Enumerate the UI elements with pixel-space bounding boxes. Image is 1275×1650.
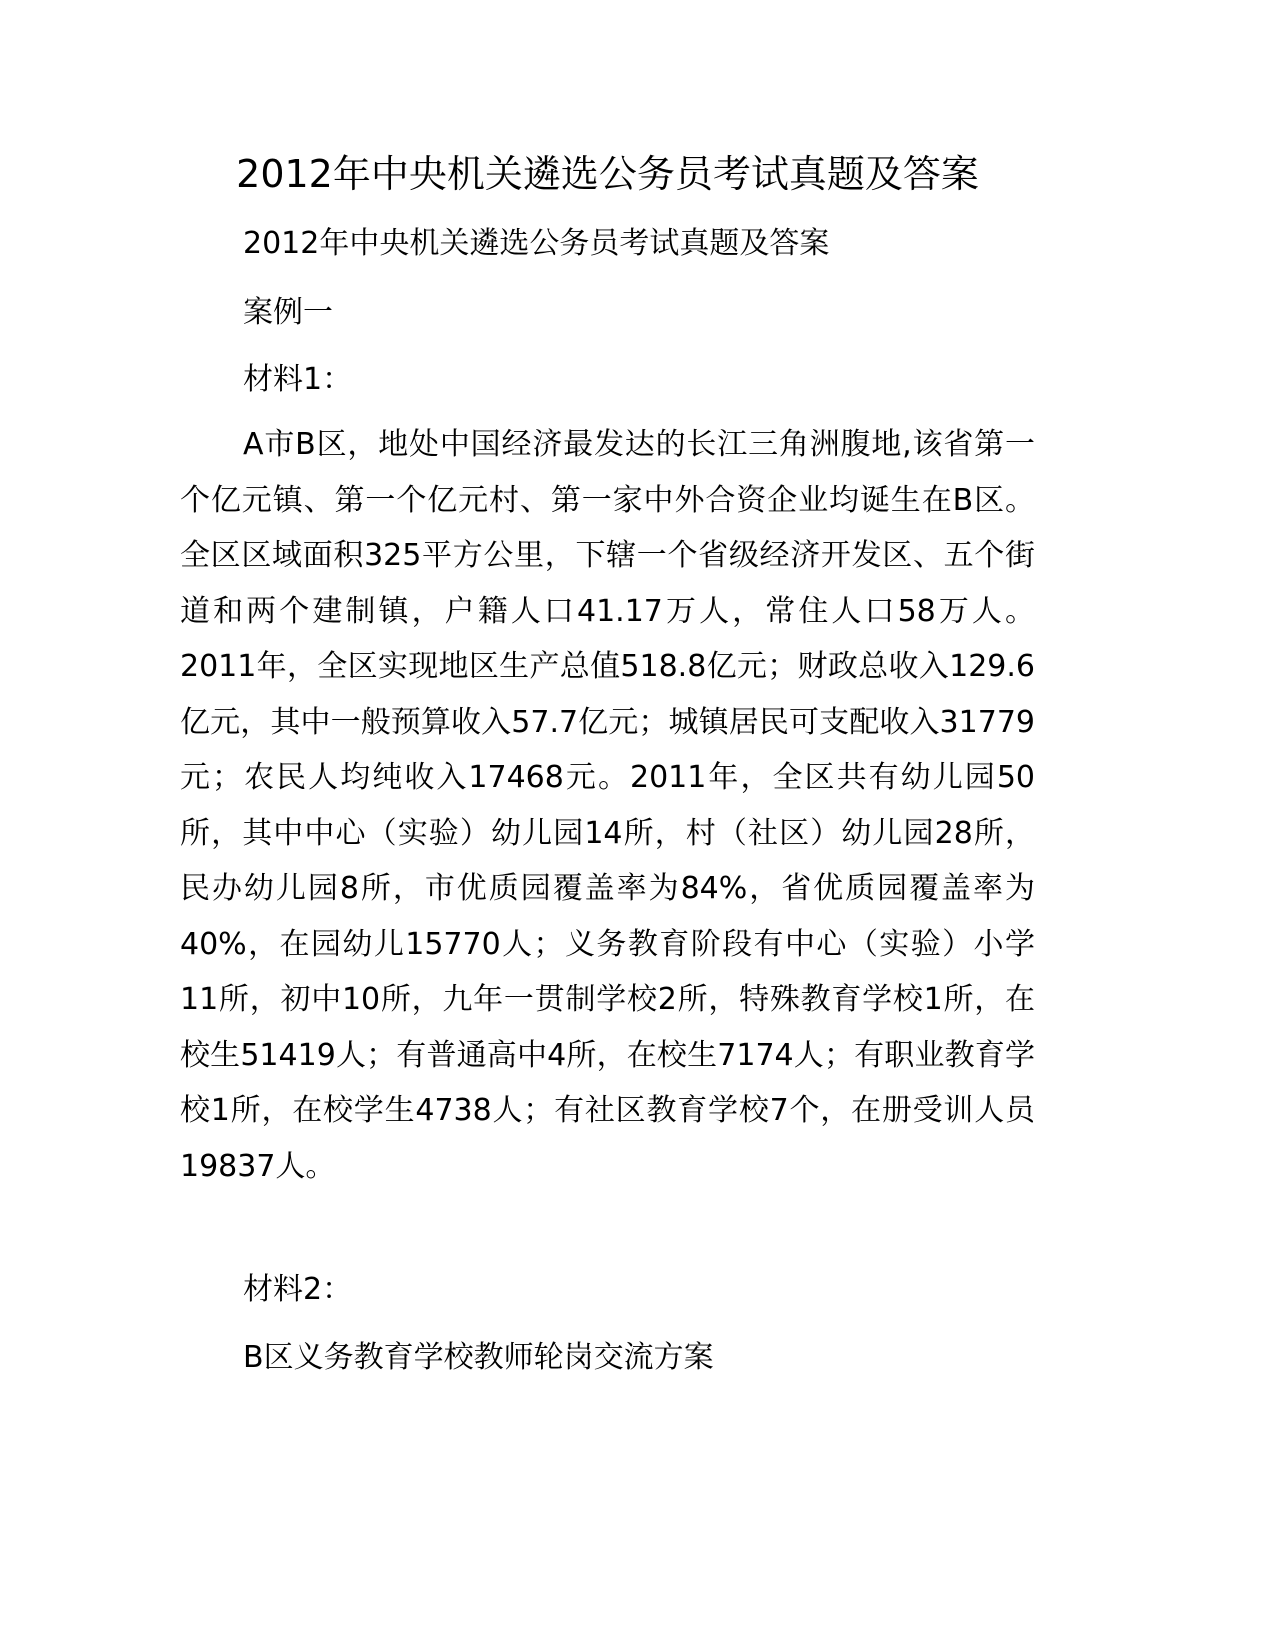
material-1-body: A市B区，地处中国经济最发达的长江三角洲腹地,该省第一个亿元镇、第一个亿元村、第一家中外合资企业均诞生在B区。全区区域面积325平方公里，下辖一个省级经济开发区、五个街道和两个建制镇，户籍人口41.17万人，常住人口58万人。2011年，全区实现地区生产总值518.8亿元；财政总收入129.6亿元，其中一般预算收入57.7亿元；城镇居民可支配收入31779元；农民人均纯收入17468元。2011年，全区共有幼儿园50所，其中中心（实验）幼儿园14所，村（社区）幼儿园28所，民办幼儿园8所，市优质园覆盖率为84%，省优质园覆盖率为40%，在园幼儿15770人；义务教育阶段有中心（实验）小学11所，初中10所，九年一贯制学校2所，特殊教育学校1所，在校生51419人；有普通高中4所，在校生7174人；有职业教育学校1所，在校学生4738人；有社区教育学校7个，在册受训人员19837人。 — [180, 427, 1035, 1184]
material-2-title: B区义务教育学校教师轮岗交流方案 — [243, 1340, 714, 1375]
material-1-label: 材料1： — [243, 362, 353, 397]
case-heading: 案例一 — [243, 295, 333, 330]
document-title: 2012年中央机关遴选公务员考试真题及答案 — [236, 152, 979, 196]
material-2-label: 材料2： — [243, 1272, 353, 1307]
document-subtitle: 2012年中央机关遴选公务员考试真题及答案 — [243, 226, 830, 261]
